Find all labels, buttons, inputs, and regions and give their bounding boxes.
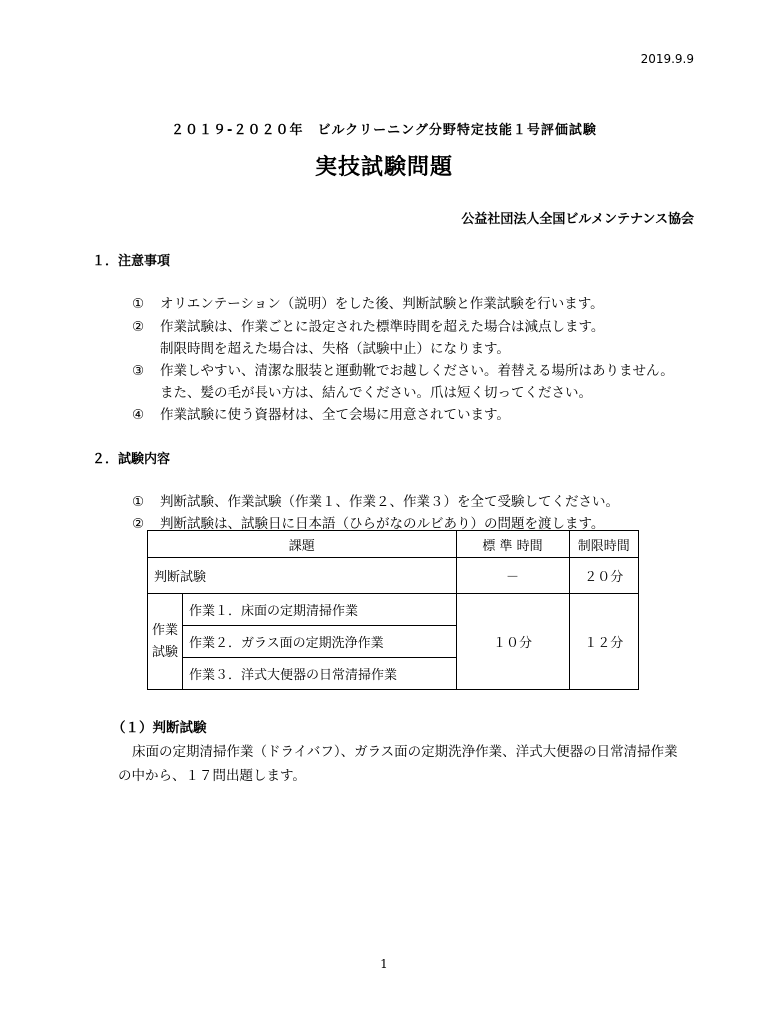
- table-row-judgment: [148, 558, 639, 594]
- page-number: 1: [380, 957, 388, 971]
- note-item-2-continued: 制限時間を超えた場合は、失格（試験中止）になります。: [160, 341, 510, 357]
- note-item-3: [132, 359, 674, 379]
- work-time-limit: １２分: [569, 594, 638, 690]
- judgment-description-line-2: の中から、１７問出題します。: [118, 768, 306, 784]
- note-text: 作業試験に使う資器材は、全て会場に用意されています。: [160, 407, 510, 423]
- note-text: 作業試験は、作業ごとに設定された標準時間を超えた場合は減点します。: [160, 319, 605, 335]
- judgment-time-limit: ２０分: [569, 558, 638, 594]
- exam-schedule-table: [147, 530, 639, 690]
- note-item-2: [132, 315, 604, 335]
- content-text: 判断試験、作業試験（作業１、作業２、作業３）を全て受験してください。: [160, 494, 619, 510]
- table-header-row: [148, 531, 639, 558]
- content-item-2: [132, 512, 604, 532]
- work-label-line-1: 作業: [151, 622, 178, 638]
- section-heading-notes: １．注意事項: [92, 254, 171, 269]
- note-text: オリエンテーション（説明）をした後、判断試験と作業試験を行います。: [160, 296, 604, 312]
- work-task-1: 作業１．床面の定期清掃作業: [183, 594, 457, 626]
- work-task-2: 作業２．ガラス面の定期洗浄作業: [183, 626, 457, 658]
- note-item-3-continued: また、髪の毛が長い方は、結んでください。爪は短く切ってください。: [160, 385, 592, 401]
- content-text: 判断試験は、試験日に日本語（ひらがなのルビあり）の問題を渡します。: [160, 516, 605, 532]
- note-number: ①: [132, 296, 145, 312]
- header-time-limit: 制限時間: [569, 531, 638, 558]
- content-number: ①: [132, 494, 145, 510]
- work-standard-time: １０分: [456, 594, 569, 690]
- date: 2019.9.9: [640, 52, 694, 66]
- content-number: ②: [132, 516, 145, 532]
- association-name: 公益社団法人全国ビルメンテナンス協会: [461, 212, 694, 227]
- judgment-description-line-1: 床面の定期清掃作業（ドライバフ）、ガラス面の定期洗浄作業、洋式大便器の日常清掃作業: [132, 744, 678, 760]
- note-text: 作業しやすい、清潔な服装と運動靴でお越しください。着替える場所はありません。: [160, 363, 674, 379]
- header-task: 課題: [148, 531, 457, 558]
- exam-header-line: ２０１９-２０２０年 ビルクリーニング分野特定技能１号評価試験: [171, 123, 597, 138]
- work-task-3: 作業３．洋式大便器の日常清掃作業: [183, 658, 457, 690]
- work-label-line-2: 試験: [151, 644, 178, 660]
- content-item-1: [132, 490, 619, 510]
- note-number: ②: [132, 319, 145, 335]
- table-row-work-1: [148, 594, 639, 626]
- judgment-standard-time: －: [456, 558, 569, 594]
- note-item-4: [132, 403, 510, 423]
- note-item-1: [132, 292, 604, 312]
- subsection-heading-judgment: （１）判断試験: [112, 720, 207, 736]
- header-standard-time: 標 準 時間: [456, 531, 569, 558]
- page-title: 実技試験問題: [314, 155, 453, 180]
- work-exam-label: [148, 594, 183, 690]
- note-number: ④: [132, 407, 145, 423]
- note-number: ③: [132, 363, 145, 379]
- judgment-label: 判断試験: [148, 558, 457, 594]
- section-heading-exam-content: ２．試験内容: [92, 452, 171, 467]
